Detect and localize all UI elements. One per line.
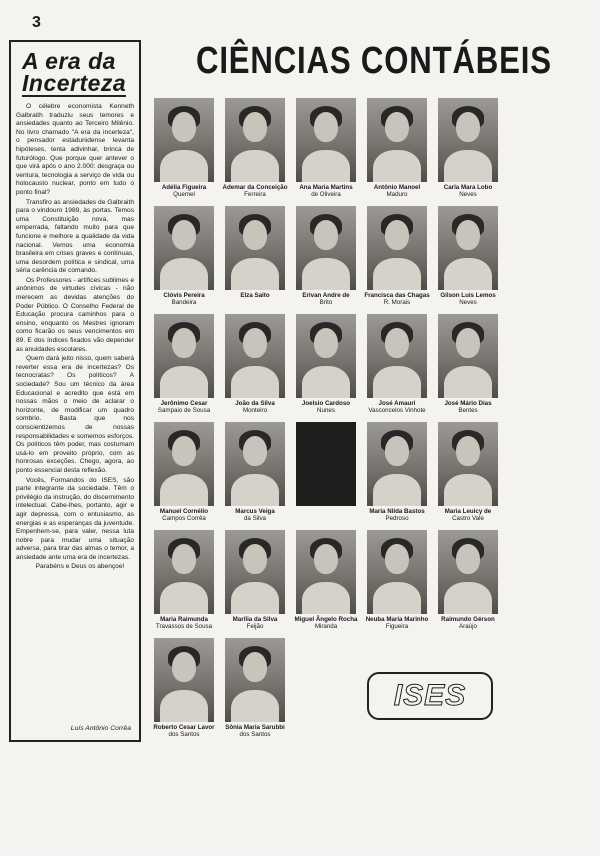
graduate-name-line1: Miguel Ângelo Rocha <box>294 616 358 623</box>
graduate-name-line2: Neves <box>459 299 477 307</box>
graduate-card <box>361 314 433 415</box>
graduate-photo <box>438 98 498 182</box>
graduate-name-line1: Maria Leuicy de <box>444 508 492 515</box>
graduate-name-line1: Carla Mara Lobo <box>443 184 493 191</box>
graduate-name-line2: Travassos de Sousa <box>155 623 213 631</box>
graduate-photo <box>154 206 214 290</box>
graduate-photo <box>296 530 356 614</box>
graduate-name-line1: Marília da Silva <box>232 616 278 623</box>
graduate-name-line2: Castro Vale <box>452 515 484 523</box>
graduate-name-line1: Elza Saito <box>240 292 270 299</box>
article-paragraph: O célebre economista Kenneth Galbraith traduziu seus temores e ansiedades quanto ao Terceiro Milênio. No livro chamado "A era da incerteza", o pensador estadunidense levanta hipóteses, tenta adivinhar, brinca de futurólogo. Que porque quer antever o que virá após o ano 2.000: desgraça ou ventura, tecnologia a serviço de vida ou holocausto nuclear, ponto em tudo o ponto final? <box>16 103 134 196</box>
graduate-name-line1: Manuel Cornélio <box>159 508 209 515</box>
graduate-name-line1: Sônia Maria Sarubbi <box>225 724 285 731</box>
graduate-photo <box>438 422 498 506</box>
graduate-name-line1: Ana Maria Martins <box>299 184 353 191</box>
graduate-name-line1: Maria Raimunda <box>160 616 208 623</box>
graduate-name-line1: Gilson Luis Lemos <box>440 292 496 299</box>
graduate-name-line2: Monteiro <box>242 407 268 415</box>
graduate-name <box>361 292 433 307</box>
graduate-card <box>432 530 504 631</box>
graduate-card <box>290 98 362 199</box>
graduate-card <box>290 206 362 307</box>
graduate-photo <box>154 638 214 722</box>
article-signature: Luís Antônio Corrêa <box>70 725 131 732</box>
graduate-name-line2: R. Morais <box>383 299 411 307</box>
graduate-photo <box>296 98 356 182</box>
graduate-photo <box>225 530 285 614</box>
graduate-name-line1: Erivan Andre de <box>302 292 350 299</box>
graduate-card <box>361 422 433 523</box>
graduate-card <box>148 422 220 523</box>
graduate-card <box>219 314 291 415</box>
blank-photo <box>296 422 356 506</box>
graduate-name-line1: Roberto Cesar Lavor <box>153 724 215 731</box>
graduate-photo <box>296 206 356 290</box>
graduate-name-line1: Maria Nilda Bastos <box>369 508 425 515</box>
graduate-name-line2: Quemel <box>173 191 195 199</box>
graduate-photo <box>367 98 427 182</box>
graduate-name-line2: Sampaio de Sousa <box>157 407 211 415</box>
graduate-name <box>148 508 220 523</box>
graduate-name <box>361 184 433 199</box>
graduate-card <box>148 98 220 199</box>
graduate-name-line2: da Silva <box>243 515 266 523</box>
graduate-name-line1: Marcus Veiga <box>235 508 275 515</box>
graduate-name <box>432 616 504 631</box>
article-paragraph: Os Professores - artífices sublimes e anônimos de virtudes cívicas - não merecem as devidas atenções do Poder Público. O Conselho Federal de Educação procura caminhos para o ensino, enquanto os Mestres ignoram como ficarão os seus vencimentos em 89. E dos índices fixados vão depender as anuidades escolares. <box>16 276 134 353</box>
graduate-card <box>219 638 291 739</box>
graduate-name <box>290 184 362 199</box>
article-paragraph: Parabéns e Deus os abençoe! <box>35 563 125 571</box>
graduate-name-line2: Vasconcelos Vinhote <box>368 407 426 415</box>
graduate-name-line2: Feijão <box>246 623 264 631</box>
graduate-name-line1: Clóvis Pereira <box>163 292 205 299</box>
article-title-line2: Incerteza <box>22 70 127 96</box>
graduate-card <box>361 530 433 631</box>
graduate-name-line2: de Oliveira <box>311 191 341 199</box>
article-body <box>16 103 134 572</box>
graduate-photo <box>367 314 427 398</box>
article-title <box>22 50 134 97</box>
graduate-name-line2: Campos Corrêa <box>162 515 206 523</box>
graduate-name <box>148 184 220 199</box>
graduate-photo <box>154 314 214 398</box>
graduate-name <box>219 292 291 299</box>
graduate-photo <box>438 530 498 614</box>
graduate-name-line1: Antônio Manoel <box>373 184 421 191</box>
graduate-photo <box>154 98 214 182</box>
graduate-photo <box>225 98 285 182</box>
graduate-name <box>219 616 291 631</box>
graduate-name <box>361 508 433 523</box>
graduate-card <box>148 206 220 307</box>
graduate-name-line1: Francisca das Chagas <box>364 292 430 299</box>
graduate-name-line1: Joelsio Cardoso <box>301 400 351 407</box>
graduate-name <box>148 400 220 415</box>
graduate-photo <box>438 206 498 290</box>
graduate-name-line2: Bandeira <box>171 299 197 307</box>
graduate-name-line2: Neves <box>459 191 477 199</box>
graduate-name <box>361 616 433 631</box>
graduate-name-line1: João da Silva <box>235 400 275 407</box>
graduate-name-line2: Ferreira <box>244 191 266 199</box>
graduate-name <box>148 616 220 631</box>
graduate-name-line1: José Mário Dias <box>444 400 492 407</box>
graduate-name <box>432 400 504 415</box>
graduate-card <box>148 314 220 415</box>
graduate-name-line2: dos Santos <box>168 731 200 739</box>
graduate-card <box>290 422 362 508</box>
graduate-photo <box>225 206 285 290</box>
graduate-name-line1: Raimundo Gérson <box>441 616 495 623</box>
article-paragraph: Quem dará jeito nisso, quem saberá reverter essa era de incertezas? Os tecnocratas? Os políticos? A sociedade? Sou um técnico da área Educacional e acredito que está em nossas mãos o meio de aclarar o horizonte, de modificar um quadro sombrio. Basta que nos conscientizemos de nossas responsabilidades e somemos esforços. Os políticos têm poder, mas costumam usá-lo em proveito próprio, com as honrosas exceções. Chego, agora, ao ponto essencial desta reflexão. <box>16 355 134 474</box>
article-title-line1: A era da <box>22 48 116 74</box>
graduate-name-line1: Neuba Maria Marinho <box>365 616 429 623</box>
graduate-name-line2: dos Santos <box>239 731 271 739</box>
graduate-name-line2: Brito <box>319 299 333 307</box>
graduate-card <box>290 530 362 631</box>
graduate-photo <box>296 314 356 398</box>
graduate-name-line1: José Amauri <box>378 400 416 407</box>
graduate-name-line1: Ademar da Conceição <box>222 184 288 191</box>
graduate-card <box>361 206 433 307</box>
graduate-card <box>219 530 291 631</box>
graduate-name <box>290 400 362 415</box>
graduate-card <box>148 530 220 631</box>
graduate-photo <box>225 314 285 398</box>
graduate-card <box>219 422 291 523</box>
logo-text: ISES <box>393 679 467 712</box>
graduate-card <box>148 638 220 739</box>
graduate-name <box>148 292 220 307</box>
graduate-card <box>432 98 504 199</box>
section-heading: CIÊNCIAS CONTÁBEIS <box>196 40 552 82</box>
graduate-photo <box>438 314 498 398</box>
graduate-photo <box>225 638 285 722</box>
graduate-name-line1: Jerônimo Cesar <box>160 400 208 407</box>
graduate-name-line2: Maduro <box>386 191 408 199</box>
article-paragraph: Vocês, Formandos do ISES, são parte integrante da sociedade. Têm o privilégio da instrução, do discernimento intelectual. Cabe-lhes, portanto, agir e agir depressa, com o entusiasmo, as energias e as esperanças da juventude. Empenhem-se, para valer, nessa luta nobre para mudar uma situação adversa, para tirar das almas o temor, a ansiedade ante uma era de incertezas. <box>16 476 134 561</box>
graduate-photo <box>225 422 285 506</box>
graduate-photo <box>154 422 214 506</box>
graduate-name <box>290 292 362 307</box>
graduate-name <box>361 400 433 415</box>
graduate-name <box>219 724 291 739</box>
graduate-photo <box>367 422 427 506</box>
page-number: 3 <box>32 14 41 31</box>
graduate-name <box>432 292 504 307</box>
graduate-name-line2: Figueira <box>385 623 409 631</box>
graduate-name <box>219 184 291 199</box>
article-paragraph: Transfiro as ansiedades de Galbraith para o vindouro 1989, às portas. Temos uma Constituição nova, mas emperrada, faltando muito para que funcione e melhore a qualidade da vida nacional. Vemos uma economia brasileira em crises graves e contínuas, uma desordem política e sindical, uma séria carência de comando. <box>16 198 134 275</box>
graduate-card <box>432 422 504 523</box>
graduate-name <box>432 184 504 199</box>
graduate-name-line2: Bentes <box>458 407 478 415</box>
graduate-card <box>290 314 362 415</box>
graduate-name <box>432 508 504 523</box>
graduate-name-line2: Nunes <box>317 407 335 415</box>
graduate-card <box>361 98 433 199</box>
graduate-photo <box>367 530 427 614</box>
graduate-card <box>219 206 291 299</box>
graduate-name-line2: Araújo <box>459 623 477 631</box>
ises-logo <box>367 672 493 720</box>
graduate-name-line1: Adélia Figueira <box>161 184 207 191</box>
graduate-name <box>219 400 291 415</box>
graduate-card <box>219 98 291 199</box>
graduate-name-line2: Pedroso <box>385 515 409 523</box>
graduate-name-line2: Miranda <box>314 623 338 631</box>
graduate-card <box>432 314 504 415</box>
graduate-card <box>432 206 504 307</box>
graduate-name <box>148 724 220 739</box>
editorial-article <box>9 40 141 742</box>
graduate-name <box>219 508 291 523</box>
graduate-name <box>290 616 362 631</box>
graduate-photo <box>154 530 214 614</box>
graduate-photo <box>367 206 427 290</box>
